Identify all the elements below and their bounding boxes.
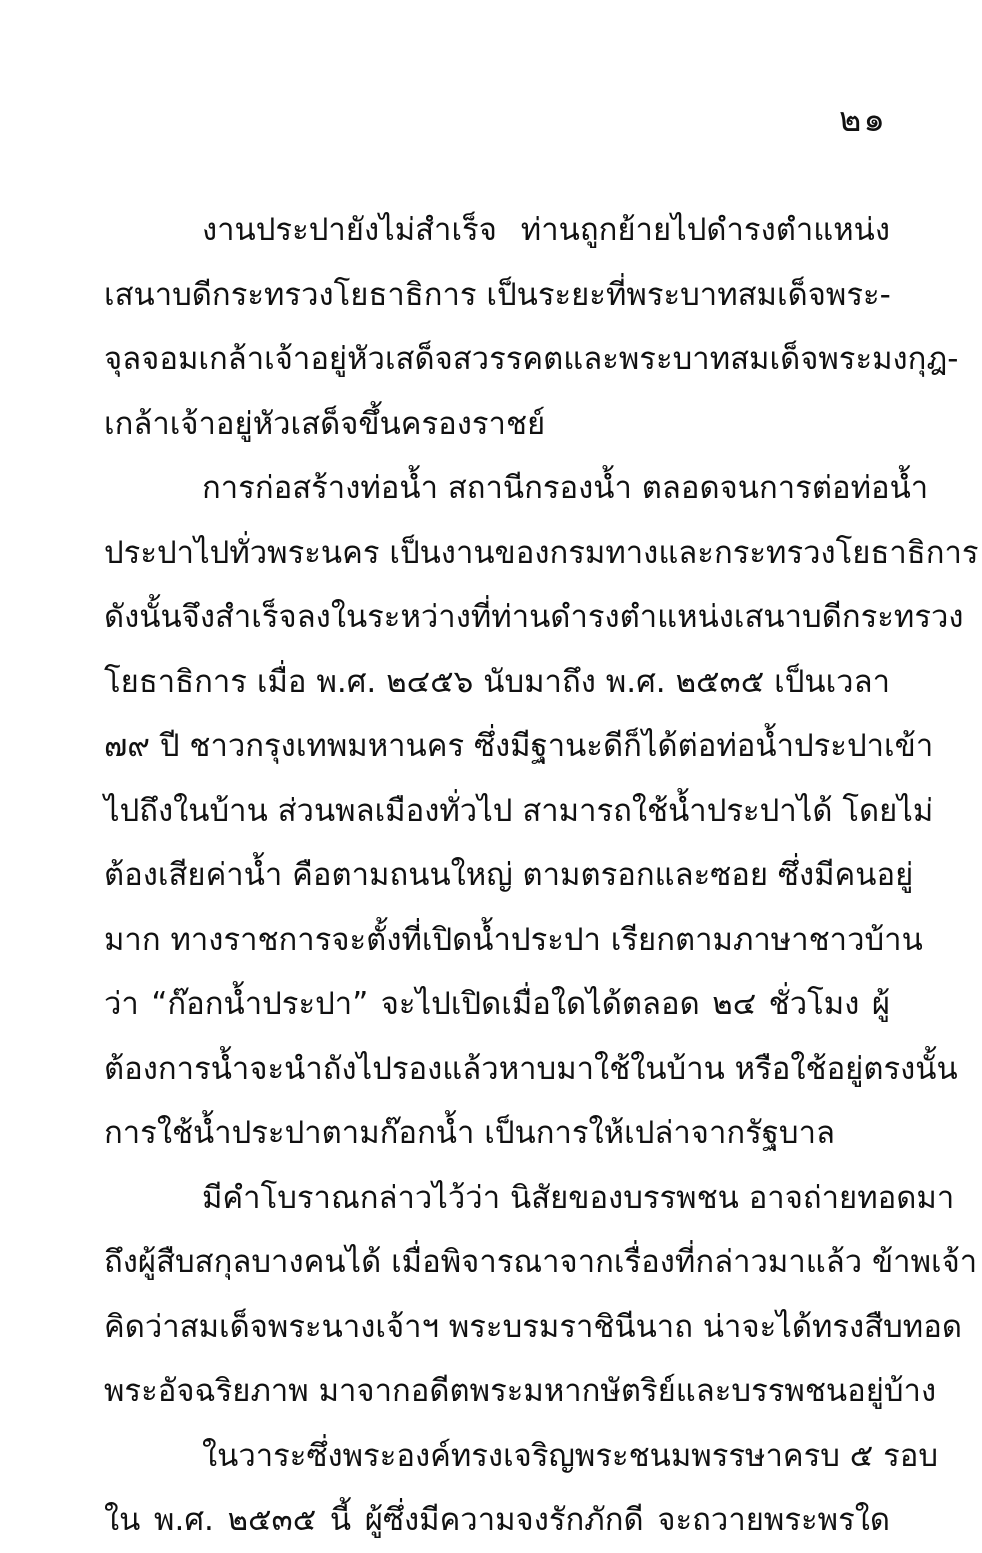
text-line: เสนาบดีกระทรวงโยธาธิการ เป็นระยะที่พระบาทสมเด็จพระ- (104, 276, 891, 313)
text-line: ต้องเสียค่าน้ำ คือตามถนนใหญ่ ตามตรอกและซอย ซึ่งมีคนอยู่ (104, 857, 914, 893)
text-line: พระอัจฉริยภาพ มาจากอดีตพระมหากษัตริย์และบรรพชนอยู่บ้าง (104, 1373, 937, 1409)
text-line: มาก ทางราชการจะตั้งที่เปิดน้ำประปา เรียกตามภาษาชาวบ้าน (104, 921, 923, 958)
paragraph-2 (104, 456, 979, 1166)
text-line: มีคำโบราณกล่าวไว้ว่า นิสัยของบรรพชน อาจถ่ายทอดมา (202, 1179, 955, 1216)
paragraph-1 (104, 198, 959, 456)
paragraph-3 (104, 1166, 978, 1424)
text-line: ว่า “ก๊อกน้ำประปา” จะไปเปิดเมื่อใดได้ตลอด ๒๔ ชั่วโมง ผู้ (104, 986, 890, 1022)
text-line: จุลจอมเกล้าเจ้าอยู่หัวเสด็จสวรรคตและพระบาทสมเด็จพระมงกุฎ- (104, 341, 959, 377)
text-line: ประปาไปทั่วพระนคร เป็นงานของกรมทางและกระทรวงโยธาธิการ (104, 534, 979, 571)
text-line: เกล้าเจ้าอยู่หัวเสด็จขึ้นครองราชย์ (104, 405, 546, 442)
paragraph-4 (104, 1424, 939, 1553)
text-line: การใช้น้ำประปาตามก๊อกน้ำ เป็นการให้เปล่าจากรัฐบาล (104, 1115, 835, 1151)
text-line: ๗๙ ปี ชาวกรุงเทพมหานคร ซึ่งมีฐานะดีก็ได้ต่อท่อน้ำประปาเข้า (104, 728, 934, 764)
text-line: ไปถึงในบ้าน ส่วนพลเมืองทั่วไป สามารถใช้น้ำประปาได้ โดยไม่ (104, 792, 934, 829)
text-line: การก่อสร้างท่อน้ำ สถานีกรองน้ำ ตลอดจนการต่อท่อน้ำ (202, 470, 929, 506)
text-line: ดังนั้นจึงสำเร็จลงในระหว่างที่ท่านดำรงตำแหน่งเสนาบดีกระทรวง (104, 599, 964, 635)
text-line: คิดว่าสมเด็จพระนางเจ้าฯ พระบรมราชินีนาถ น่าจะได้ทรงสืบทอด (104, 1308, 962, 1345)
text-line: โยธาธิการ เมื่อ พ.ศ. ๒๔๕๖ นับมาถึง พ.ศ. ๒๕๓๕ เป็นเวลา (104, 663, 890, 700)
text-line: งานประปายังไม่สำเร็จ ท่านถูกย้ายไปดำรงตำแหน่ง (202, 212, 890, 248)
text-line: ใน พ.ศ. ๒๕๓๕ นี้ ผู้ซึ่งมีความจงรักภักดี จะถวายพระพรใด (104, 1502, 890, 1538)
body-text (104, 198, 979, 1553)
text-line: ในวาระซึ่งพระองค์ทรงเจริญพระชนมพรรษาครบ ๕ รอบ (202, 1437, 939, 1474)
page-number: ๒๑ (839, 100, 887, 140)
text-line: ถึงผู้สืบสกุลบางคนได้ เมื่อพิจารณาจากเรื่องที่กล่าวมาแล้ว ข้าพเจ้า (104, 1244, 978, 1280)
text-line: ต้องการน้ำจะนำถังไปรองแล้วหาบมาใช้ในบ้าน หรือใช้อยู่ตรงนั้น (104, 1050, 958, 1087)
